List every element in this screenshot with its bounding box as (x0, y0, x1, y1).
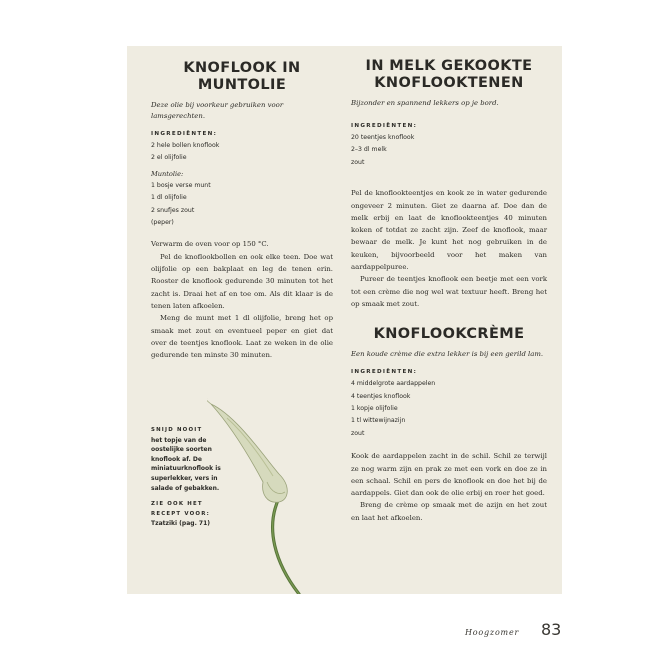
ingredients-list (351, 378, 547, 440)
instruction-paragraph: Pel de knoflookteentjes en kook ze in water gedurende ongeveer 2 minuten. Giet ze daarna af. Doe dan de melk erbij en laat de knoflookteentjes 40 minuten koken of totdat ze zacht zijn. Zeef de knoflook, maar bewaar de melk. Je kunt het nog gebruiken in de keuken, bijvoorbeeld voor het maken van aardappelpuree. (351, 189, 547, 271)
recipe-title-knoflook-in-muntolie: KNOFLOOK IN MUNTOLIE (183, 60, 301, 93)
muntolie-ingredients-list (151, 180, 333, 230)
sidenote-text: het topje van de oostelijke soorten knoflook af. De miniatuurknoflook is superlekker, vers in salade of gebakken. (151, 436, 221, 492)
ingredients-list (151, 140, 333, 165)
ingredient-item: 1 kopje olijfolie (351, 405, 398, 412)
recipe-subtitle: Bijzonder en spannend lekkers op je bord. (351, 99, 499, 107)
instruction-paragraph: Meng de munt met 1 dl olijfolie, breng het op smaak met zout en eventueel peper en giet dat over de teentjes knoflook. Laat ze weken in de olie gedurende ten minste 30 minuten. (151, 314, 333, 360)
recipe-subtitle: Deze olie bij voorkeur gebruiken voor lamsgerechten. (151, 101, 284, 120)
instruction-paragraph: Breng de crème op smaak met de azijn en het zout en laat het afkoelen. (351, 501, 547, 522)
sidenote-label: ZIE OOK HET RECEPT VOOR: (151, 501, 210, 517)
ingredient-item: 2–3 dl melk (351, 146, 387, 154)
instruction-paragraph: Pureer de teentjes knoflook een beetje met een vork tot een crème die nog wel wat textuur heeft. Breng het op smaak met zout. (351, 275, 547, 308)
sidenote (151, 426, 235, 529)
title-line: IN MELK GEKOOKTE (365, 58, 533, 74)
instruction-paragraph: Pel de knoflookbollen en ook elke teen. Doe wat olijfolie op een bakplaat en leg de tenen erin. Rooster de knoflook gedurende 30 minuten tot het zacht is. Draai het af en toe om. Als dit klaar is de tenen laten afkoelen. (151, 252, 333, 310)
ingredient-item: 1 tl wittewijnazijn (351, 417, 406, 425)
ingredients-list (351, 132, 547, 169)
recipe-title-knoflookcreme: KNOFLOOKCRÈME (373, 326, 525, 343)
ingredient-item: 1 dl olijfolie (151, 194, 187, 202)
ingredient-item: 1 bosje verse munt (151, 181, 211, 189)
sidenote-text: Tzatziki (pag. 71) (151, 520, 211, 528)
cookbook-page (127, 46, 562, 594)
muntolie-subheading: Muntolie: (151, 169, 184, 178)
sidenote-label: SNIJD NOOIT (151, 427, 203, 433)
recipe-instructions (351, 187, 547, 310)
ingredient-item: 2 hele bollen knoflook (151, 142, 220, 149)
ingredient-item: 2 el olijfolie (151, 154, 187, 162)
right-column (351, 46, 547, 524)
ingredients-heading: INGREDIËNTEN: (351, 369, 418, 376)
recipe-subtitle: Een koude crème die extra lekker is bij een gerild lam. (351, 350, 544, 359)
ingredient-item: 2 snufjes zout (151, 206, 195, 214)
title-line: KNOFLOOKTENEN (374, 75, 524, 91)
running-title: Hoogzomer (465, 628, 520, 637)
instruction-paragraph: Kook de aardappelen zacht in de schil. Schil ze terwijl ze nog warm zijn en prak ze met een vork en doe ze in een schaal. Schil en pers de knoflook en doe het bij de aardappels. Giet dan ook de olie erbij en roer het goed. (351, 452, 547, 498)
ingredient-item: 20 teentjes knoflook (351, 134, 415, 141)
ingredient-item: zout (351, 158, 365, 166)
recipe-instructions (351, 450, 547, 524)
ingredient-item: 4 teentjes knoflook (351, 392, 411, 400)
recipe-instructions (151, 238, 333, 361)
ingredients-heading: INGREDIËNTEN: (151, 131, 218, 137)
ingredient-item: 4 middelgrote aardappelen (351, 380, 436, 388)
ingredient-item: zout (351, 429, 365, 437)
recipe-title-in-melk-gekookte-knoflooktenen (351, 46, 547, 92)
left-column (151, 46, 333, 361)
ingredient-item: (peper) (151, 219, 174, 227)
instruction-paragraph: Verwarm de oven voor op 150 °C. (151, 240, 269, 249)
ingredients-heading: INGREDIËNTEN: (351, 123, 418, 129)
page-number: 83 (541, 620, 562, 639)
